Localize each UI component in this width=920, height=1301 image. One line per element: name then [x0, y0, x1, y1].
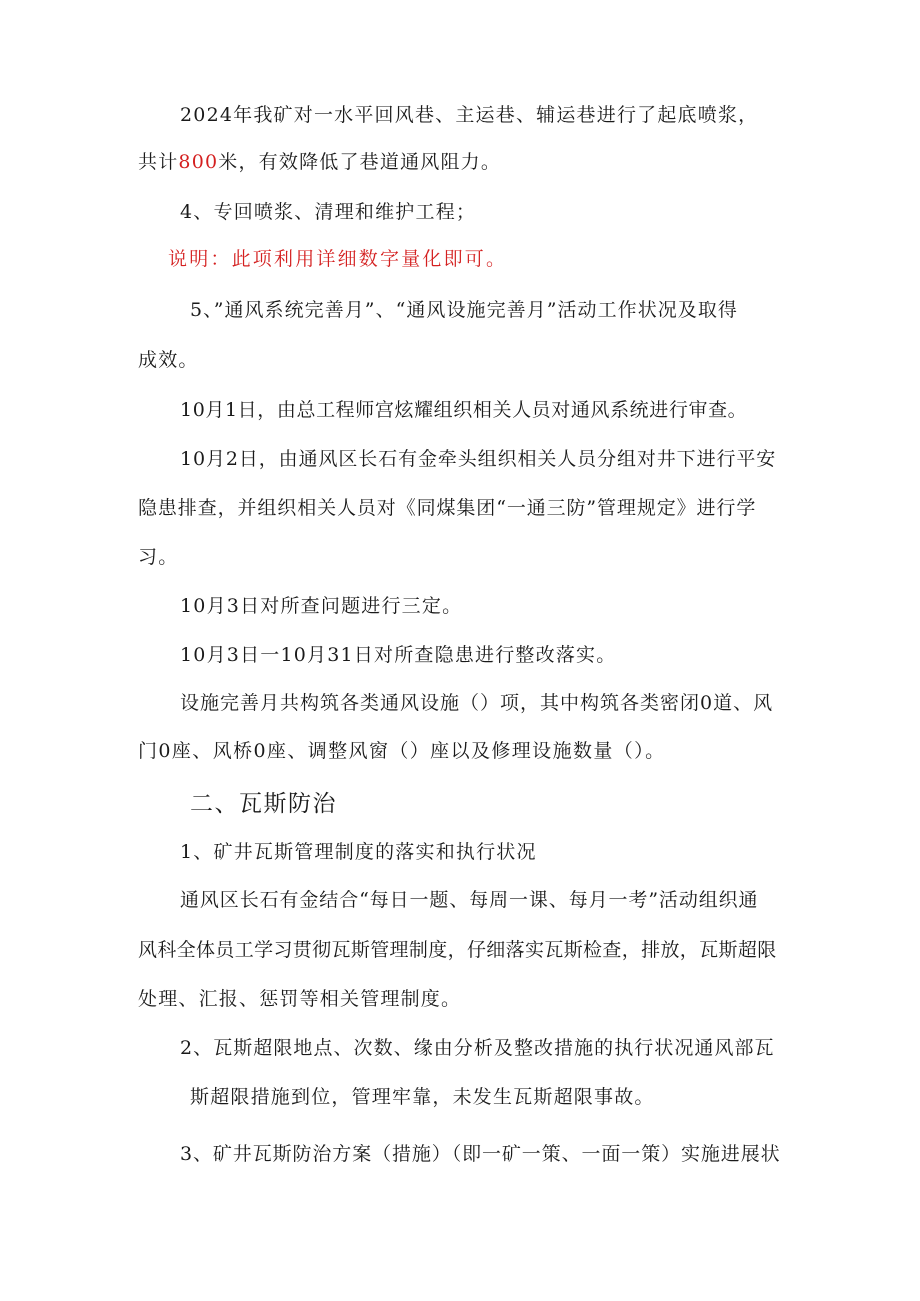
paragraph-line: 设施完善月共构筑各类通风设施（）项，其中构筑各类密闭0道、风 — [180, 692, 774, 714]
paragraph-line — [138, 150, 501, 174]
list-item-2: 2、瓦斯超限地点、次数、缘由分析及整改措施的执行状况通风部瓦 — [180, 1037, 775, 1059]
list-item-5: 5、”通风系统完善月”、“通风设施完善月”活动工作状况及取得 — [190, 299, 738, 321]
paragraph-line: 风科全体员工学习贯彻瓦斯管理制度，仔细落实瓦斯检查，排放，瓦斯超限 — [138, 939, 777, 961]
list-item-3: 3、矿井瓦斯防治方案（措施）（即一矿一策、一面一策）实施进展状 — [180, 1143, 781, 1165]
paragraph-line: 2024年我矿对一水平回风巷、主运巷、辅运巷进行了起底喷浆， — [180, 104, 759, 126]
paragraph-line: 处理、汇报、惩罚等相关管理制度。 — [138, 988, 462, 1010]
paragraph-line: 成效。 — [138, 349, 199, 371]
note-text: 说明：此项利用详细数字量化即可。 — [168, 248, 508, 270]
list-item-4: 4、专回喷浆、清理和维护工程； — [180, 201, 477, 223]
paragraph-line: 10月3日一10月31日对所查隐患进行整改落实。 — [180, 644, 617, 666]
highlighted-number: 800 — [178, 151, 219, 173]
list-item-1: 1、矿井瓦斯管理制度的落实和执行状况 — [180, 841, 537, 863]
paragraph-line: 习。 — [138, 546, 179, 568]
section-heading: 二、瓦斯防治 — [190, 791, 337, 817]
paragraph-line: 隐患排查，并组织相关人员对《同煤集团“一通三防”管理规定》进行学 — [138, 497, 757, 519]
paragraph-line: 10月1日，由总工程师宫炫耀组织相关人员对通风系统进行审查。 — [180, 399, 748, 421]
text-run: 米，有效降低了巷道通风阻力。 — [218, 151, 502, 173]
paragraph-line: 10月2日，由通风区长石有金牵头组织相关人员分组对井下进行平安 — [180, 448, 777, 470]
paragraph-line: 通风区长石有金结合“每日一题、每周一课、每月一考”活动组织通 — [180, 889, 759, 911]
text-run: 共计 — [138, 151, 179, 173]
paragraph-line: 斯超限措施到位，管理牢靠，未发生瓦斯超限事故。 — [190, 1086, 655, 1108]
paragraph-line: 门0座、风桥0座、调整风窗（）座以及修理设施数量（）。 — [138, 740, 666, 762]
paragraph-line: 10月3日对所查问题进行三定。 — [180, 595, 463, 617]
